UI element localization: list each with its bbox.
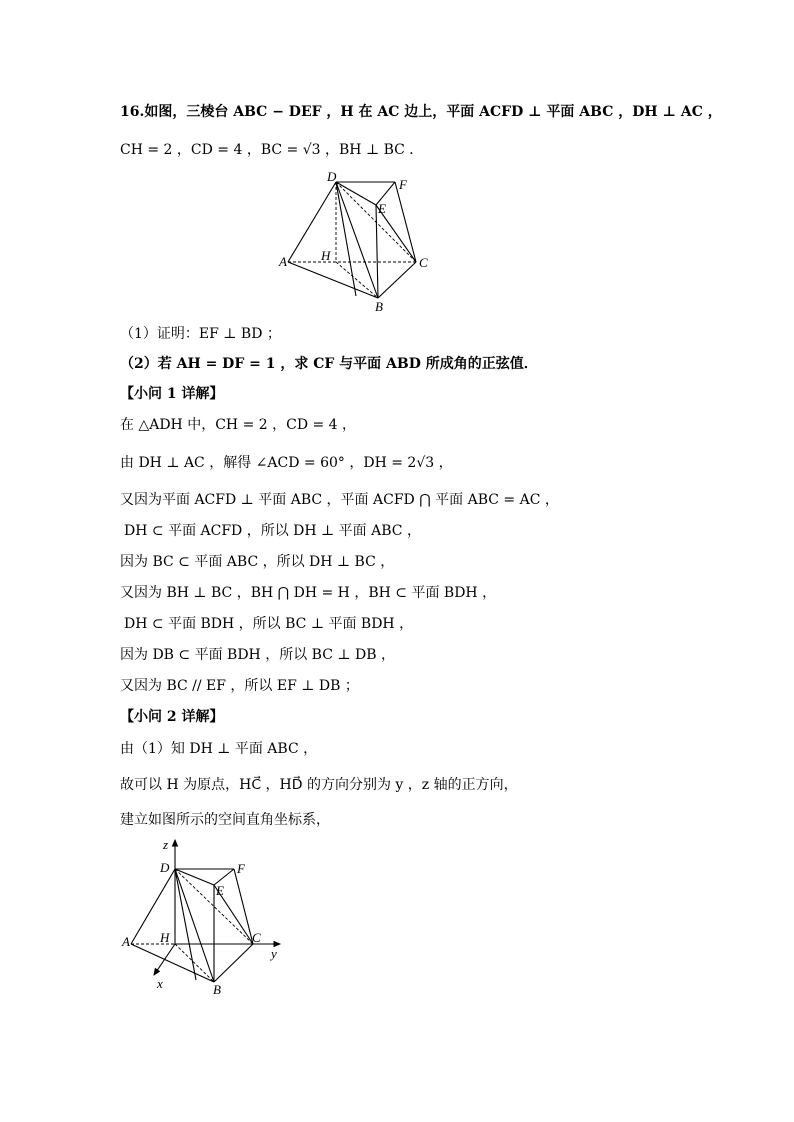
edge-ab	[131, 944, 214, 982]
solution-2-line-2: 故可以 H 为原点，HC⃗ ，HD⃗ 的方向分别为 y ，z 轴的正方向，	[120, 777, 518, 793]
figure-coordinate-system	[115, 835, 295, 998]
edge-fc	[234, 869, 253, 944]
problem-line-1: 16.如图，三棱台 ABC − DEF ，H 在 AC 边上，平面 ACFD ⊥ 平面 ABC ，DH ⊥ AC ，	[120, 104, 722, 120]
solution-1-line-7: DH ⊂ 平面 BDH ，所以 BC ⊥ 平面 BDH ，	[124, 616, 414, 632]
edge-db	[175, 869, 214, 982]
edge-de	[175, 869, 214, 885]
label-H: H	[321, 248, 331, 263]
label-F: F	[399, 177, 407, 192]
label-z: z	[163, 837, 169, 852]
problem-line-2: CH = 2 ，CD = 4 ，BC = √3 ，BH ⊥ BC ．	[120, 142, 424, 158]
label-A: A	[122, 934, 130, 949]
solution-1-line-1: 在 △ADH 中，CH = 2 ，CD = 4 ，	[120, 417, 357, 433]
label-B: B	[213, 982, 221, 997]
solution-2-line-1: 由（1）知 DH ⊥ 平面 ABC ，	[120, 741, 318, 757]
question-1: （1）证明：EF ⊥ BD ；	[120, 326, 281, 342]
label-A: A	[279, 254, 287, 269]
label-C: C	[252, 930, 261, 945]
label-x: x	[157, 976, 163, 991]
edge-db	[336, 182, 378, 298]
label-H: H	[160, 930, 170, 945]
label-E: E	[378, 201, 386, 216]
label-C: C	[419, 255, 428, 270]
label-F: F	[237, 861, 245, 876]
edge-ab	[288, 262, 378, 298]
edge-fc	[395, 182, 416, 262]
label-B: B	[375, 299, 383, 314]
figure-frustum	[270, 168, 440, 316]
edge-bc	[214, 944, 253, 982]
solution-1-line-5: 因为 BC ⊂ 平面 ABC ，所以 DH ⊥ BC ，	[120, 554, 395, 570]
edge-eb	[376, 205, 378, 298]
solution-1-line-2: 由 DH ⊥ AC ，解得 ∠ACD = 60° ，DH = 2√3 ，	[120, 455, 453, 471]
label-y: y	[271, 946, 277, 961]
solution-1-heading: 【小问 1 详解】	[120, 386, 224, 402]
label-D: D	[160, 860, 170, 875]
edge-hb-hidden	[175, 944, 214, 982]
edge-bc	[378, 262, 416, 298]
solution-1-line-4: DH ⊂ 平面 ACFD ，所以 DH ⊥ 平面 ABC ，	[124, 523, 421, 539]
line-d-mid	[175, 869, 196, 980]
solution-1-line-8: 因为 DB ⊂ 平面 BDH ，所以 BC ⊥ DB ，	[120, 647, 395, 663]
solution-1-line-3: 又因为平面 ACFD ⊥ 平面 ABC ，平面 ACFD ⋂ 平面 ABC = AC ，	[120, 492, 559, 508]
label-D: D	[327, 169, 337, 184]
line-d-mid	[336, 182, 356, 296]
label-E: E	[216, 883, 224, 898]
solution-2-line-3: 建立如图所示的空间直角坐标系，	[120, 812, 330, 828]
question-2: （2）若 AH = DF = 1 ，求 CF 与平面 ABD 所成角的正弦值．	[120, 356, 538, 372]
solution-1-line-9: 又因为 BC // EF ，所以 EF ⊥ DB ；	[120, 678, 359, 694]
solution-1-line-6: 又因为 BH ⊥ BC ，BH ⋂ DH = H ，BH ⊂ 平面 BDH ，	[120, 585, 497, 601]
solution-2-heading: 【小问 2 详解】	[120, 709, 224, 725]
